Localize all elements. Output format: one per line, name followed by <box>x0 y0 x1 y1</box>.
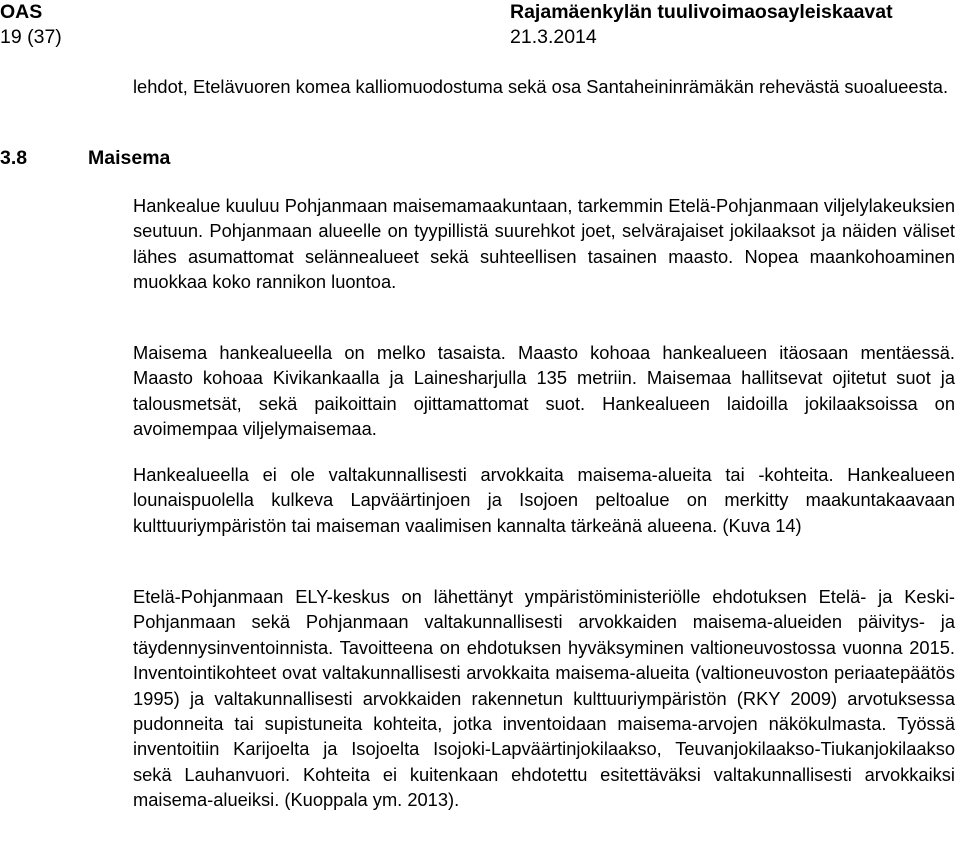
header-date: 21.3.2014 <box>510 26 597 48</box>
header-document-title: Rajamäenkylän tuulivoimaosayleiskaavat <box>510 1 893 23</box>
header-left <box>0 0 62 50</box>
section-title: Maisema <box>88 147 171 169</box>
paragraph-landscape-region: Hankealue kuuluu Pohjanmaan maisemamaakuntaan, tarkemmin Etelä-Pohjanmaan viljelylakeuksien seutuun. Pohjanmaan alueelle on tyypillistä suurehkot joet, selvärajaiset jokilaaksot ja näiden väliset lähes asumattomat selännealueet sekä suhteellisen tasainen maasto. Nopea maankohoaminen muokkaa koko rannikon luontoa. <box>133 195 955 293</box>
paragraph-landscape-project-area: Maisema hankealueella on melko tasaista. Maasto kohoaa hankealueen itäosaan mentäessä. Maasto kohoaa Kivikankaalla ja Lainesharjulla 135 metriin. Maisemaa hallitsevat ojitetut suot ja talousmetsät, sekä paikoittain ojittamattomat suot. Hankealueen laidoilla jokilaaksoissa on avoimempaa viljelymaisemaa. <box>133 342 955 440</box>
paragraph-continued: lehdot, Etelävuoren komea kalliomuodostuma sekä osa Santaheininrämäkän rehevästä suoalueesta. <box>133 76 949 97</box>
page-header <box>0 0 960 50</box>
paragraph-ely-inventory: Etelä-Pohjanmaan ELY-keskus on lähettänyt ympäristöministeriölle ehdotuksen Etelä- ja Keski-Pohjanmaan sekä Pohjanmaan valtakunnallisesti arvokkaiden maisema-alueiden päivitys- ja täydennysinventoinnista. Tavoitteena on ehdotuksen hyväksyminen valtioneuvostossa vuonna 2015. Inventointikohteet ovat valtakunnallisesti arvokkaita maisema-alueita (valtioneuvoston periaatepäätös 1995) ja valtakunnallisesti arvokkaiden rakennetun kulttuuriympäristön (RKY 2009) arvotuksessa pudonneita tai supistuneita kohteita, jotka inventoidaan maisema-arvojen näkökulmasta. Työssä inventoitiin Karijoelta ja Isojoelta Isojoki-Lapväärtinjokilaakso, Teuvanjokilaakso-Tiukanjokilaakso sekä Lauhanvuori. Kohteita ei kuitenkaan ehdotettu esitettäväksi valtakunnallisesti arvokkaiksi maisema-alueiksi. (Kuoppala ym. 2013). <box>133 586 955 811</box>
header-page-number: 19 (37) <box>0 26 62 48</box>
header-right <box>510 0 893 50</box>
section-number: 3.8 <box>0 147 28 169</box>
header-org: OAS <box>0 1 43 23</box>
paragraph-valuable-areas: Hankealueella ei ole valtakunnallisesti arvokkaita maisema-alueita tai -kohteita. Hankealueen lounaispuolella kulkeva Lapväärtinjoen ja Isojoen peltoalue on merkitty maakuntakaavaan kulttuuriympäristön tai maiseman vaalimisen kannalta tärkeänä alueena. (Kuva 14) <box>133 464 955 536</box>
